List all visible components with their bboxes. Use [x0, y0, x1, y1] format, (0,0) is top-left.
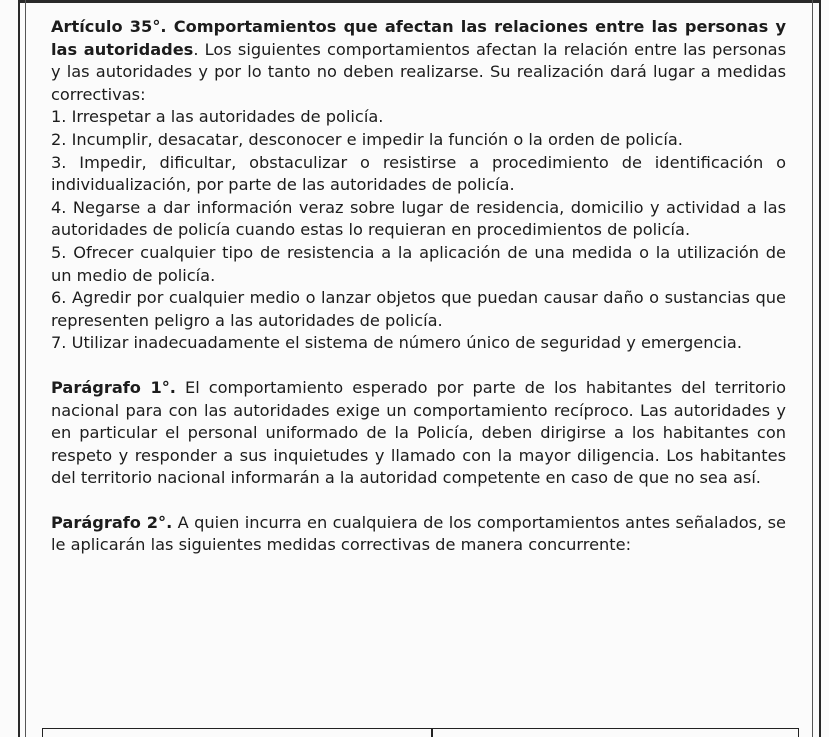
frame-left-line [18, 0, 20, 737]
list-item: 5. Ofrecer cualquier tipo de resistencia a la aplicación de una medida o la utilización de un medio de policía. [51, 242, 786, 285]
paragraph-2 [51, 512, 786, 557]
list-item: 6. Agredir por cualquier medio o lanzar objetos que puedan causar daño o sustancias que representen peligro a las autoridades de policía. [51, 288, 786, 330]
list-item: 4. Negarse a dar información veraz sobre lugar de residencia, domicilio y actividad a las autoridades de policía cuando estas lo requieran en procedimientos de policía. [51, 197, 786, 240]
article-intro-text: Los siguientes comportamientos afectan la relación entre las personas y las autoridades y por lo tanto no deben realizarse. Su realización dará lugar a medidas correctivas: [51, 39, 786, 104]
article-heading-period: . [193, 39, 199, 59]
list-item: 7. Utilizar inadecuadamente el sistema de número único de seguridad y emergencia. [51, 333, 742, 353]
frame-top-line [18, 0, 821, 3]
frame-right-inner-line [812, 0, 813, 737]
paragraph-1 [51, 377, 786, 490]
list-item: 2. Incumplir, desacatar, desconocer e impedir la función o la orden de policía. [51, 129, 683, 149]
paragraph-1-label: Parágrafo 1°. [51, 377, 176, 397]
paragraph-2-label: Parágrafo 2°. [51, 512, 173, 532]
article-35-intro [51, 16, 786, 106]
paragraph-2-text: A quien incurra en cualquiera de los comportamientos antes señalados, se le aplicarán las siguientes medidas correctivas de manera concurrente: [51, 512, 786, 555]
list-item: 1. Irrespetar a las autoridades de policía. [51, 107, 384, 127]
frame-left-inner-line [25, 0, 26, 737]
frame-right-line [819, 0, 821, 737]
list-item: 3. Impedir, dificultar, obstaculizar o resistirse a procedimiento de identificación o individualización, por parte de las autoridades de policía. [51, 152, 786, 195]
table-top-edge [42, 728, 799, 737]
article-heading: Artículo 35°. Comportamientos que afectan las relaciones entre las personas y las autoridades [51, 17, 786, 59]
table-column-divider [431, 729, 433, 737]
paragraph-1-text: El comportamiento esperado por parte de los habitantes del territorio nacional para con las autoridades exige un comportamiento recíproco. Las autoridades y en particular el personal uniformado de la Policía, deben dirigirse a los habitantes con respeto y responder a sus inquietudes y llamado con la mayor diligencia. Los habitantes del territorio nacional informarán a la autoridad competente en caso de que no sea así. [51, 377, 786, 488]
document-body [51, 16, 786, 557]
